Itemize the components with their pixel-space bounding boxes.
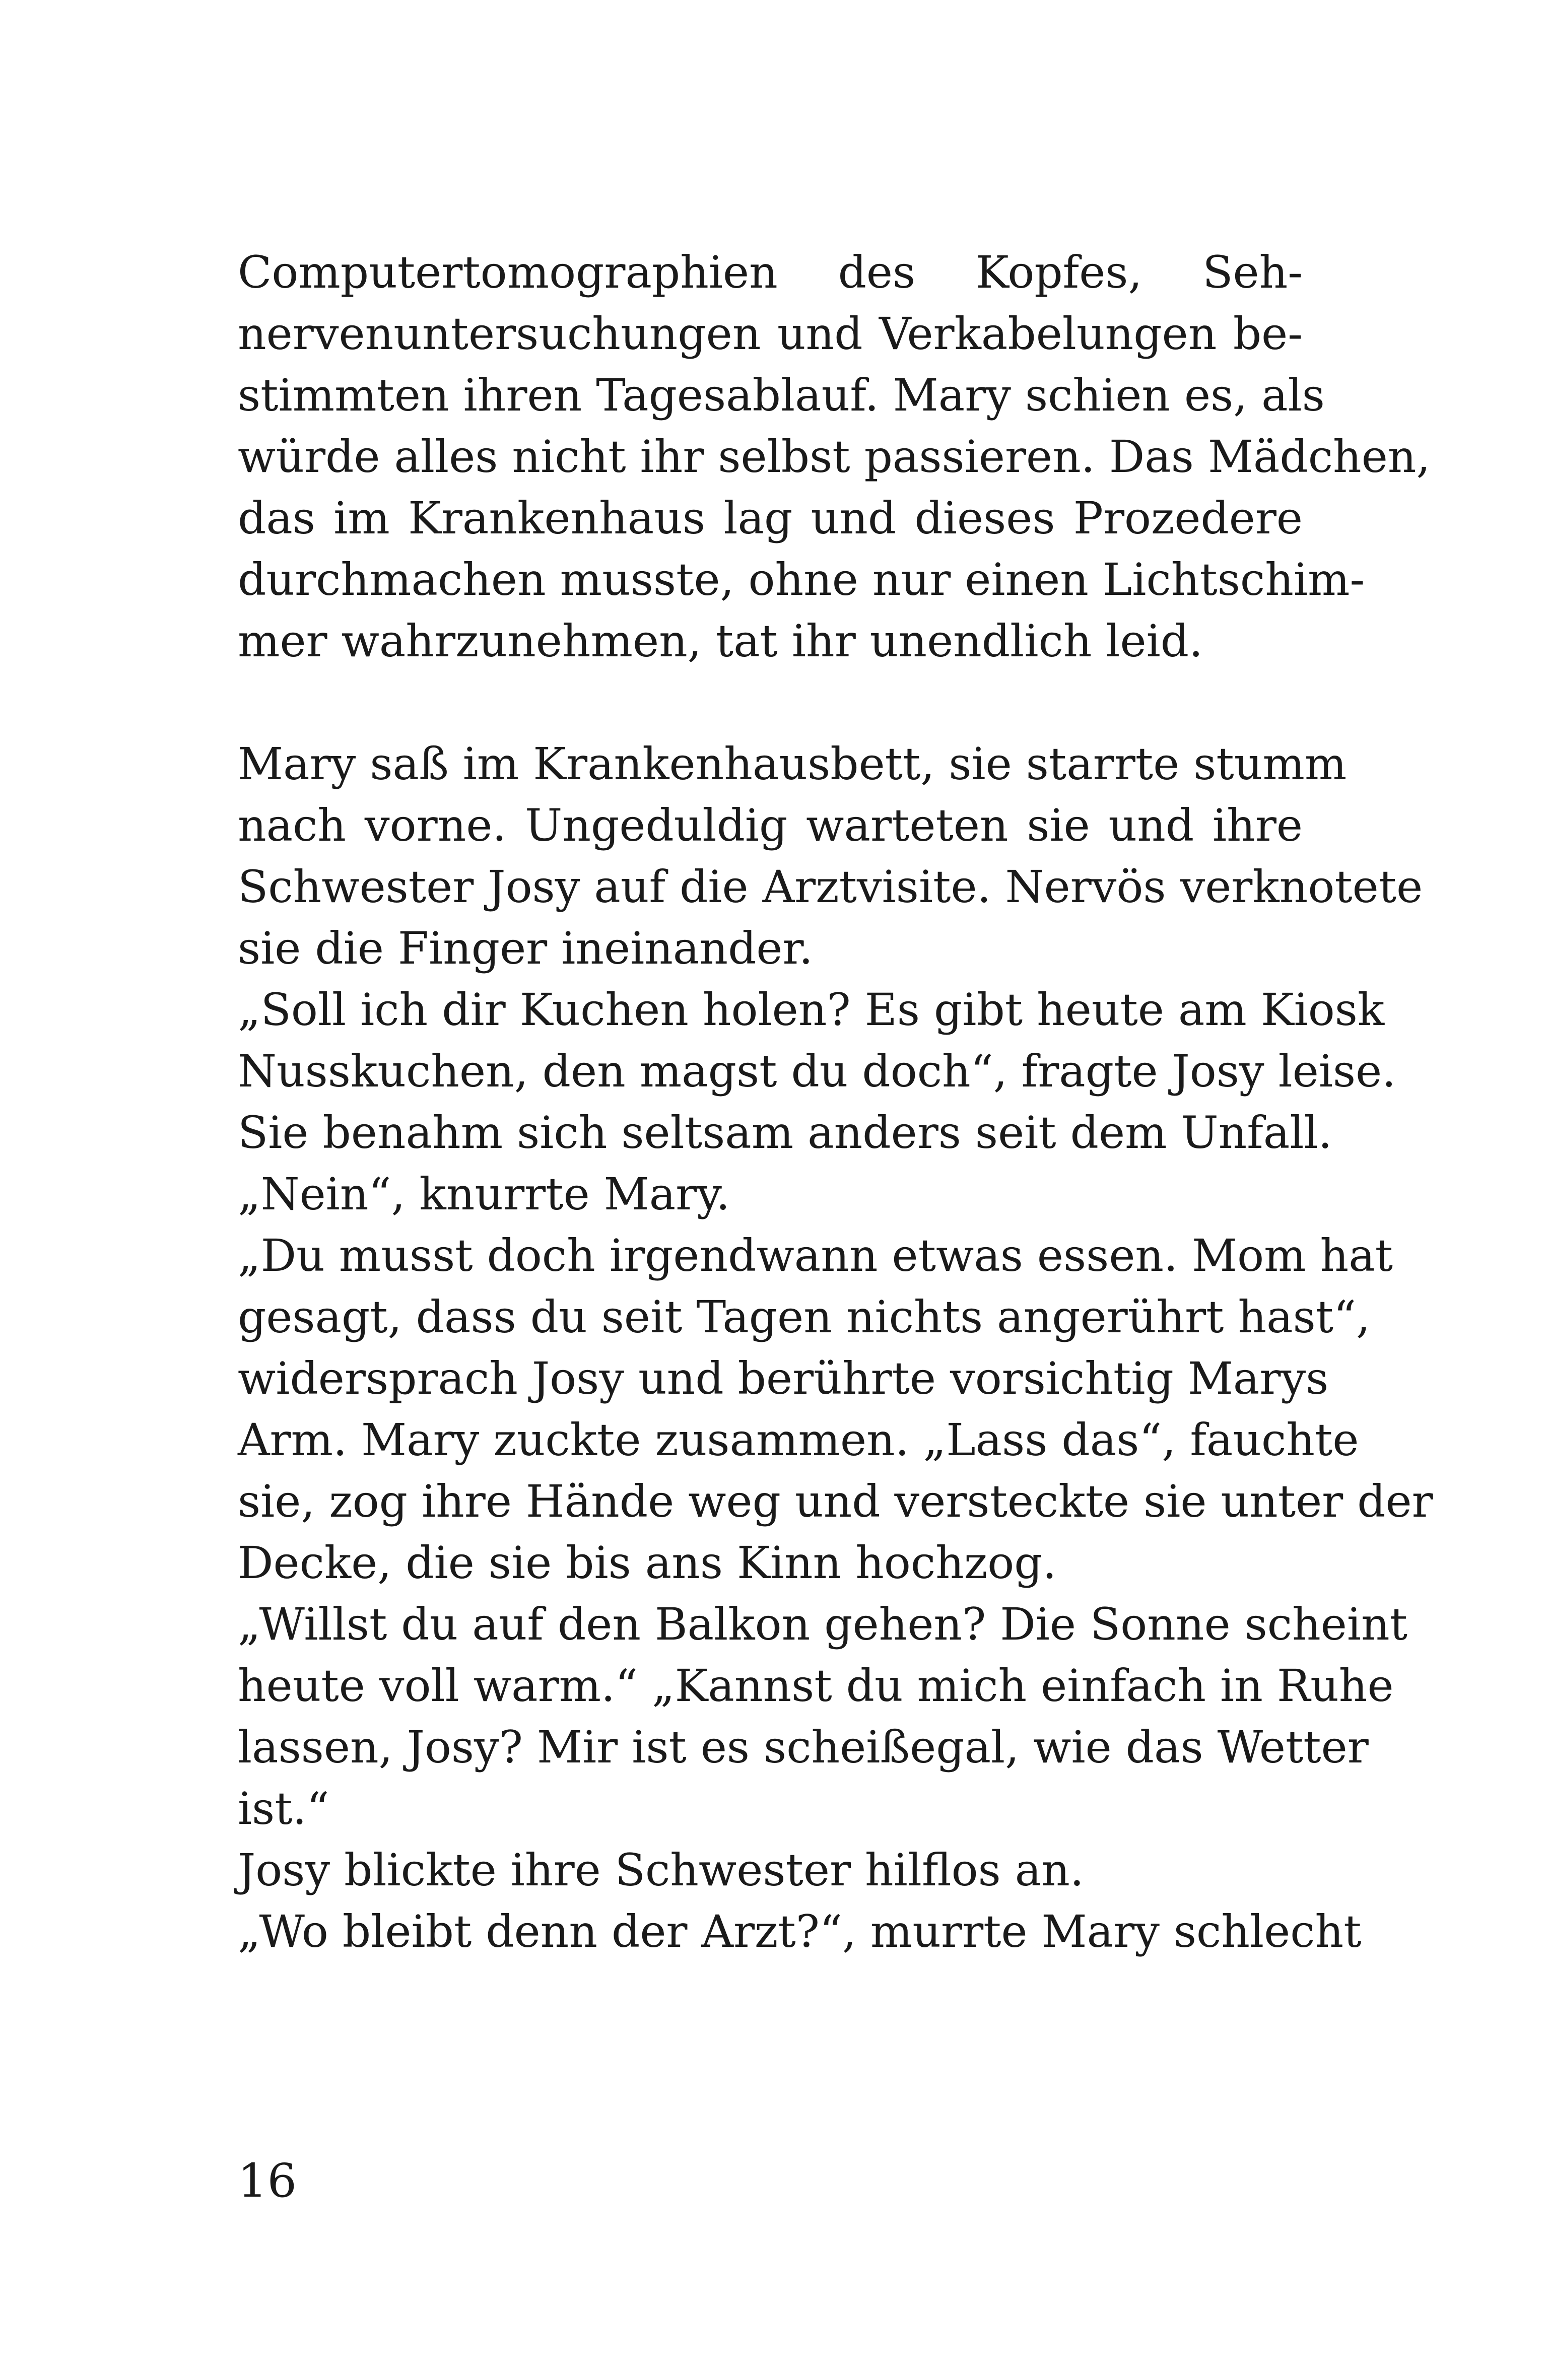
text-line: Mary saß im Krankenhausbett, sie starrte stumm xyxy=(238,738,1347,790)
text-line: mer wahrzunehmen, tat ihr unendlich leid. xyxy=(238,615,1203,667)
page-number: 16 xyxy=(238,2154,297,2208)
text-line: sie, zog ihre Hände weg und versteckte sie unter der xyxy=(238,1475,1433,1527)
text-line: „Soll ich dir Kuchen holen? Es gibt heute am Kiosk xyxy=(238,984,1385,1036)
text-line: heute voll warm.“ „Kannst du mich einfach in Ruhe xyxy=(238,1660,1394,1712)
text-line: Josy blickte ihre Schwester hilflos an. xyxy=(238,1844,1084,1896)
text-line: Decke, die sie bis ans Kinn hochzog. xyxy=(238,1537,1057,1589)
text-line: „Willst du auf den Balkon gehen? Die Sonne scheint xyxy=(238,1598,1408,1650)
text-line: „Du musst doch irgendwann etwas essen. Mom hat xyxy=(238,1230,1393,1281)
text-line: Arm. Mary zuckte zusammen. „Lass das“, fauchte xyxy=(238,1414,1359,1466)
text-line: durchmachen musste, ohne nur einen Lichtschim- xyxy=(238,554,1365,605)
text-line: lassen, Josy? Mir ist es scheißegal, wie das Wetter xyxy=(238,1721,1369,1773)
text-line: nach vorne. Ungeduldig warteten sie und ihre xyxy=(238,799,1303,851)
text-line: Nusskuchen, den magst du doch“, fragte Josy leise. xyxy=(238,1045,1396,1097)
body-text xyxy=(238,242,1433,1962)
paragraph-gap xyxy=(238,672,1303,733)
text-line: sie die Finger ineinander. xyxy=(238,922,813,974)
text-line: Computertomographien des Kopfes, Seh- xyxy=(238,246,1303,298)
text-line: widersprach Josy und berührte vorsichtig Marys xyxy=(238,1352,1329,1404)
text-line: gesagt, dass du seit Tagen nichts angerührt hast“, xyxy=(238,1291,1371,1343)
text-line: stimmten ihren Tagesablauf. Mary schien es, als xyxy=(238,369,1325,421)
text-line: würde alles nicht ihr selbst passieren. Das Mädchen, xyxy=(238,431,1431,483)
text-line: das im Krankenhaus lag und dieses Prozedere xyxy=(238,492,1303,544)
text-line: „Wo bleibt denn der Arzt?“, murrte Mary schlecht xyxy=(238,1906,1362,1957)
text-line: Sie benahm sich seltsam anders seit dem Unfall. xyxy=(238,1107,1332,1159)
text-line: Schwester Josy auf die Arztvisite. Nervös verknotete xyxy=(238,861,1423,913)
text-line: nervenuntersuchungen und Verkabelungen be- xyxy=(238,308,1303,360)
text-line: ist.“ xyxy=(238,1783,329,1834)
text-line: „Nein“, knurrte Mary. xyxy=(238,1168,730,1220)
